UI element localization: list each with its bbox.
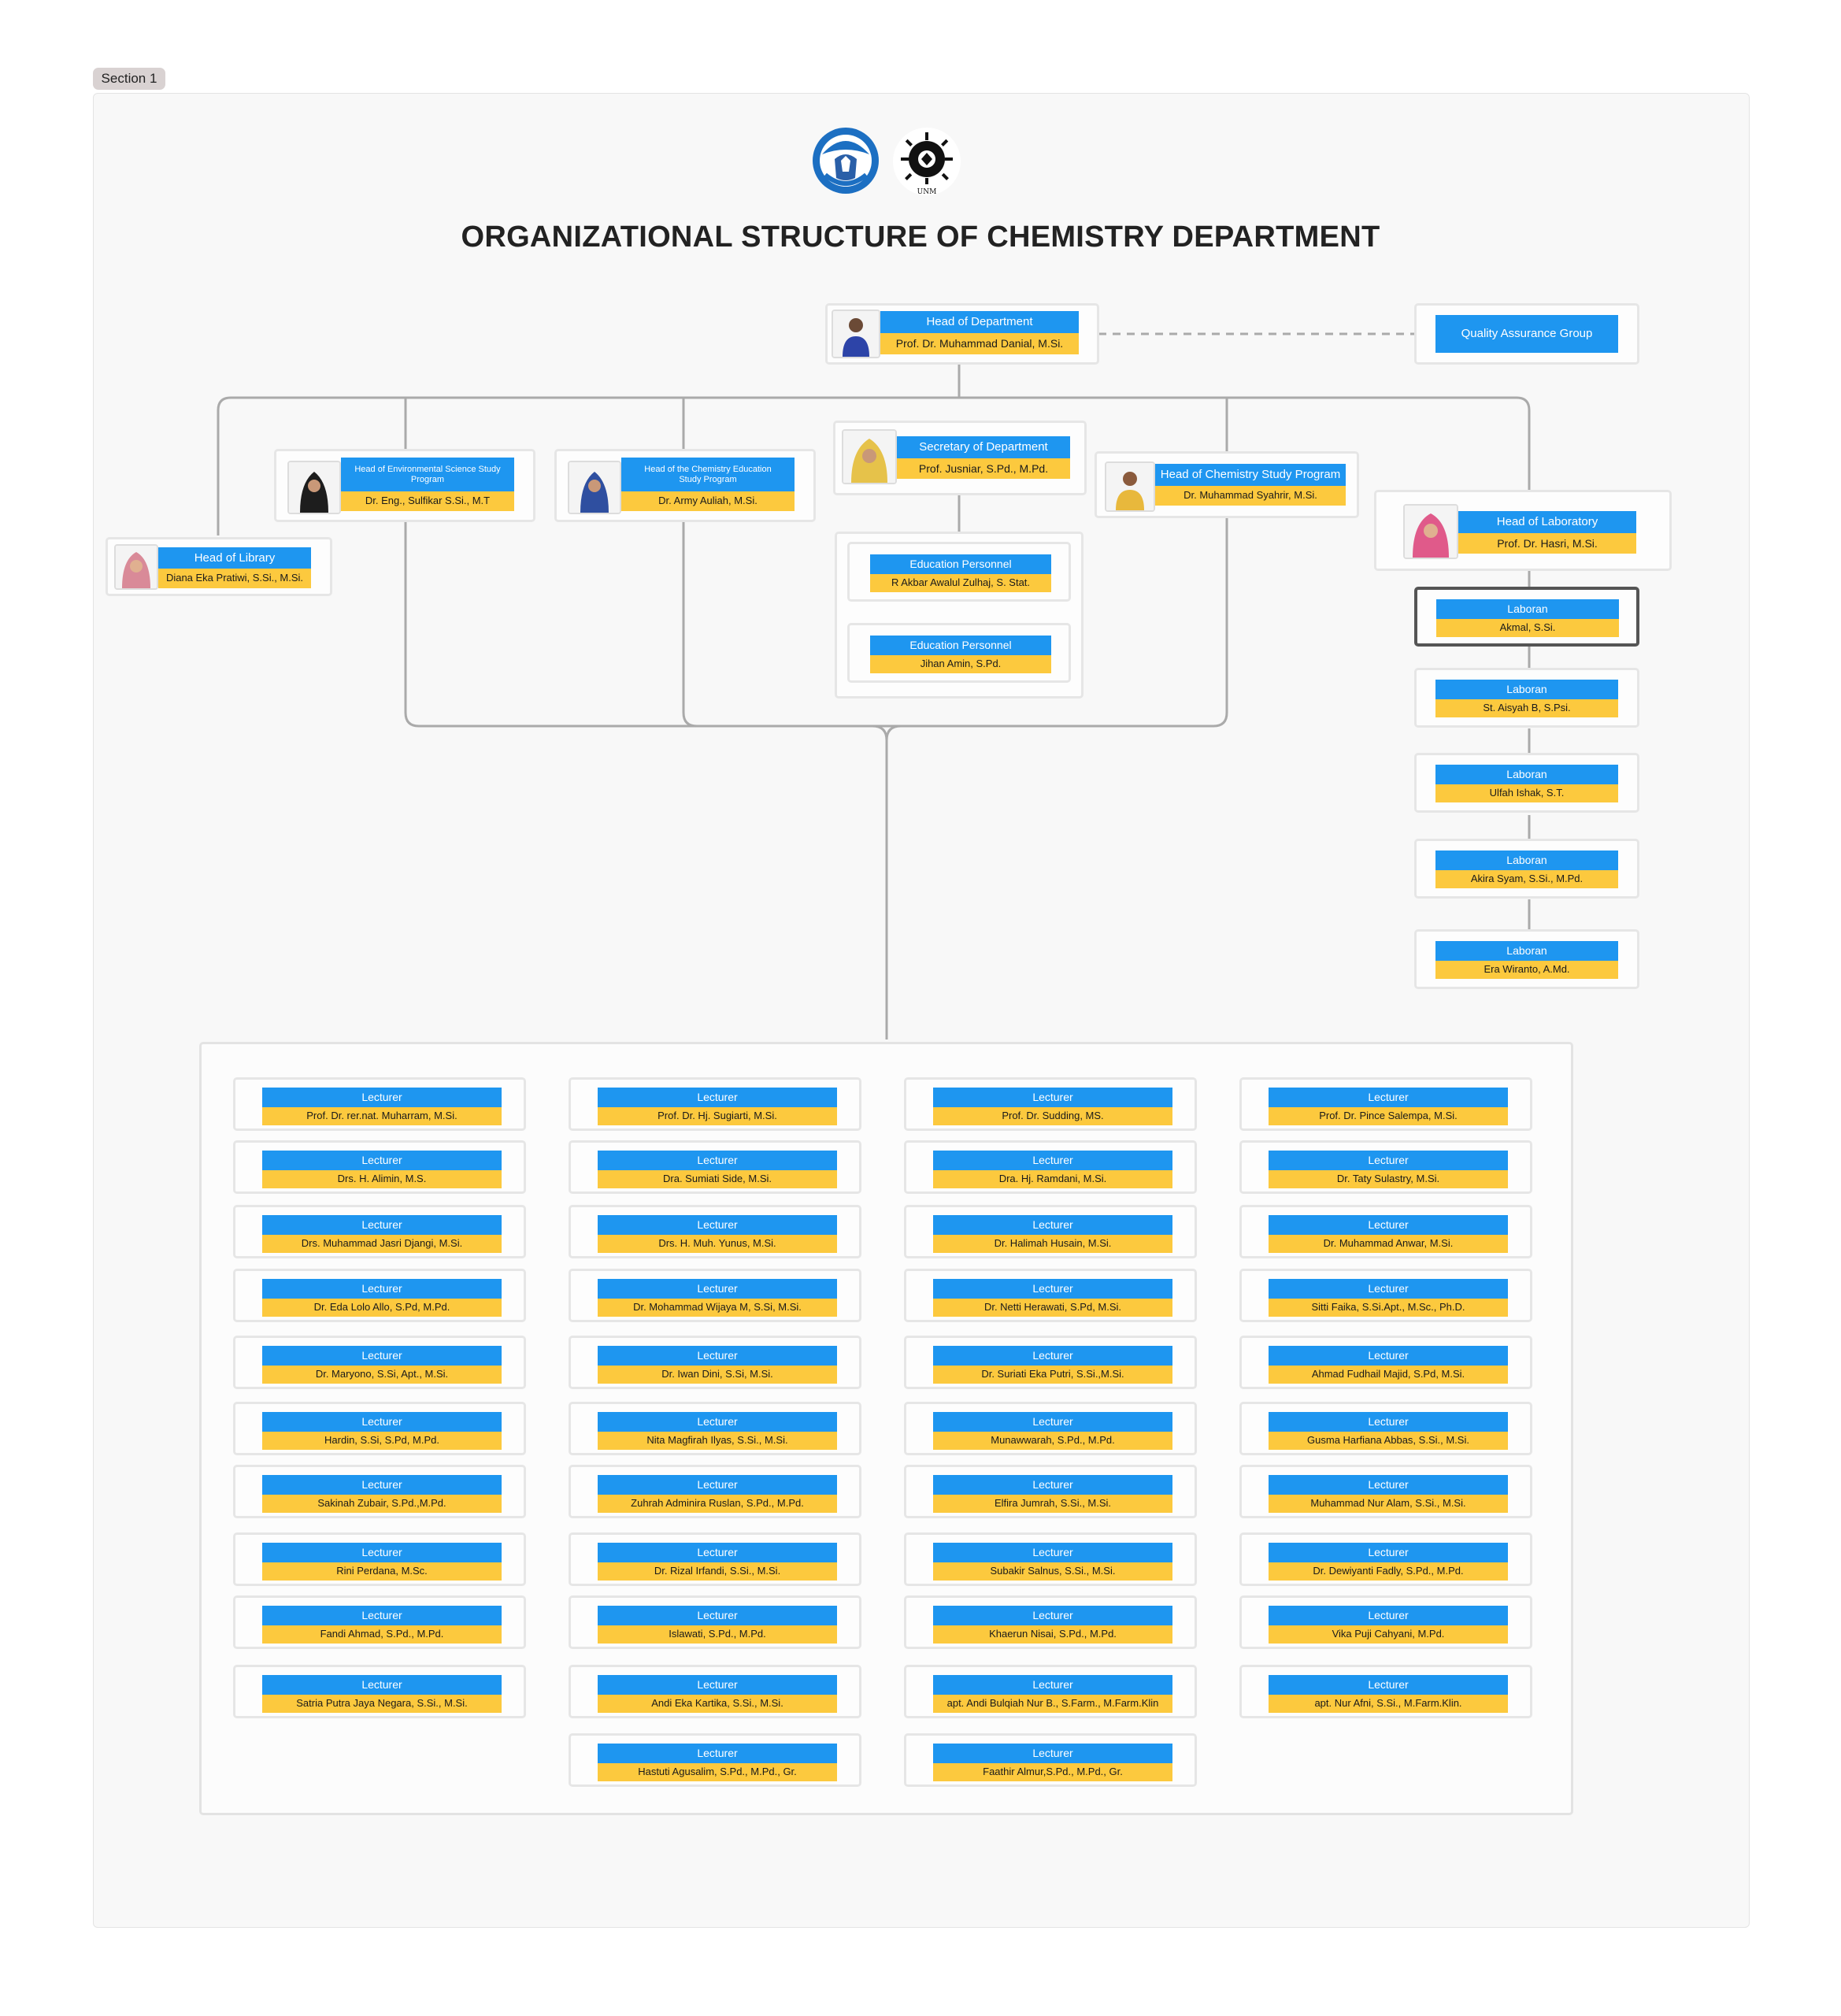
lecturer-card[interactable] xyxy=(569,1402,861,1455)
education-personnel-card-role: Education Personnel xyxy=(870,636,1051,655)
education-personnel-card-name: Jihan Amin, S.Pd. xyxy=(870,655,1051,673)
laboran-card-name: St. Aisyah B, S.Psi. xyxy=(1435,699,1618,717)
lecturer-card[interactable] xyxy=(569,1140,861,1194)
secretary-photo xyxy=(842,429,897,484)
lecturer-card-name: Satria Putra Jaya Negara, S.Si., M.Si. xyxy=(262,1695,502,1713)
lecturer-card-name: Vika Puji Cahyani, M.Pd. xyxy=(1269,1625,1508,1644)
lecturer-card-name: Dr. Taty Sulastry, M.Si. xyxy=(1269,1170,1508,1188)
lecturer-card[interactable] xyxy=(569,1077,861,1131)
education-personnel-card[interactable] xyxy=(847,542,1071,602)
lecturer-card-name: Dr. Suriati Eka Putri, S.Si.,M.Si. xyxy=(933,1366,1172,1384)
head-of-library-card[interactable] xyxy=(106,537,332,596)
lecturer-card[interactable] xyxy=(233,1665,526,1718)
lecturer-card-role: Lecturer xyxy=(598,1543,837,1562)
lecturer-card-role: Lecturer xyxy=(262,1215,502,1235)
lecturer-card-role: Lecturer xyxy=(933,1475,1172,1495)
lecturer-card[interactable] xyxy=(904,1733,1197,1787)
lecturer-card[interactable] xyxy=(569,1665,861,1718)
lecturer-card[interactable] xyxy=(233,1077,526,1131)
lecturer-card-name: Ahmad Fudhail Majid, S.Pd, M.Si. xyxy=(1269,1366,1508,1384)
lecturer-card-role: Lecturer xyxy=(262,1088,502,1107)
lecturer-card-role: Lecturer xyxy=(1269,1606,1508,1625)
lecturer-card-role: Lecturer xyxy=(598,1475,837,1495)
lecturer-card-role: Lecturer xyxy=(933,1215,1172,1235)
laboran-card[interactable] xyxy=(1414,929,1639,989)
lecturer-card-name: Fandi Ahmad, S.Pd., M.Pd. xyxy=(262,1625,502,1644)
laboran-card-role: Laboran xyxy=(1435,850,1618,870)
lecturer-card[interactable] xyxy=(1239,1595,1532,1649)
lecturer-card[interactable] xyxy=(904,1595,1197,1649)
lecturer-card[interactable] xyxy=(904,1140,1197,1194)
quality-assurance-label: Quality Assurance Group xyxy=(1435,315,1618,353)
lecturer-card[interactable] xyxy=(233,1269,526,1322)
lecturer-card[interactable] xyxy=(1239,1205,1532,1258)
lecturer-card-name: Faathir Almur,S.Pd., M.Pd., Gr. xyxy=(933,1763,1172,1781)
lecturer-card[interactable] xyxy=(233,1532,526,1586)
secretary-name: Prof. Jusniar, S.Pd., M.Pd. xyxy=(897,458,1070,479)
laboran-card-name: Ulfah Ishak, S.T. xyxy=(1435,784,1618,802)
lecturer-card-role: Lecturer xyxy=(262,1475,502,1495)
head-environmental-science-card[interactable] xyxy=(274,449,535,522)
quality-assurance-card[interactable] xyxy=(1414,303,1639,365)
lecturer-card[interactable] xyxy=(233,1402,526,1455)
lecturer-card-name: Dr. Eda Lolo Allo, S.Pd, M.Pd. xyxy=(262,1299,502,1317)
head-chemistry-study-program-card[interactable] xyxy=(1095,451,1359,518)
lecturer-card-role: Lecturer xyxy=(598,1675,837,1695)
lecturer-card[interactable] xyxy=(569,1205,861,1258)
connector-lecturers xyxy=(872,726,901,1040)
lecturer-card-name: Gusma Harfiana Abbas, S.Si., M.Si. xyxy=(1269,1432,1508,1450)
lecturer-card-name: Drs. Muhammad Jasri Djangi, M.Si. xyxy=(262,1235,502,1253)
education-personnel-card-role: Education Personnel xyxy=(870,554,1051,574)
lecturer-card-role: Lecturer xyxy=(598,1279,837,1299)
lecturer-card[interactable] xyxy=(233,1140,526,1194)
lecturer-card-name: Dra. Sumiati Side, M.Si. xyxy=(598,1170,837,1188)
lecturer-card-name: Sakinah Zubair, S.Pd.,M.Pd. xyxy=(262,1495,502,1513)
head-chemistry-study-program-role: Head of Chemistry Study Program xyxy=(1155,464,1346,486)
lecturer-card-name: Zuhrah Adminira Ruslan, S.Pd., M.Pd. xyxy=(598,1495,837,1513)
lecturer-card[interactable] xyxy=(233,1595,526,1649)
lecturer-card-role: Lecturer xyxy=(262,1346,502,1366)
lecturer-card[interactable] xyxy=(569,1733,861,1787)
lecturer-card-name: Dr. Halimah Husain, M.Si. xyxy=(933,1235,1172,1253)
lecturer-card-role: Lecturer xyxy=(933,1279,1172,1299)
head-of-laboratory-name: Prof. Dr. Hasri, M.Si. xyxy=(1458,533,1636,554)
lecturer-card-name: Prof. Dr. Pince Salempa, M.Si. xyxy=(1269,1107,1508,1125)
head-of-laboratory-photo xyxy=(1403,504,1458,559)
lecturer-card[interactable] xyxy=(904,1665,1197,1718)
lecturer-card-role: Lecturer xyxy=(1269,1675,1508,1695)
lecturer-card-role: Lecturer xyxy=(598,1744,837,1763)
head-of-library-photo xyxy=(114,544,158,590)
lecturer-card-name: Dr. Dewiyanti Fadly, S.Pd., M.Pd. xyxy=(1269,1562,1508,1581)
connector-chem-edu xyxy=(683,398,697,726)
laboran-card-name: Akmal, S.Si. xyxy=(1436,619,1619,637)
lecturer-card-name: Dra. Hj. Ramdani, M.Si. xyxy=(933,1170,1172,1188)
lecturer-card-role: Lecturer xyxy=(598,1088,837,1107)
lecturer-card-role: Lecturer xyxy=(933,1744,1172,1763)
lecturer-card-role: Lecturer xyxy=(1269,1346,1508,1366)
lecturer-card-role: Lecturer xyxy=(262,1279,502,1299)
lecturer-card-role: Lecturer xyxy=(598,1606,837,1625)
lecturer-card-name: Hardin, S.Si, S.Pd, M.Pd. xyxy=(262,1432,502,1450)
lecturer-card-role: Lecturer xyxy=(933,1675,1172,1695)
svg-text:UNM: UNM xyxy=(917,188,937,196)
laboran-card-name: Era Wiranto, A.Md. xyxy=(1435,961,1618,979)
lecturer-card-name: Islawati, S.Pd., M.Pd. xyxy=(598,1625,837,1644)
head-of-department-card[interactable] xyxy=(825,303,1099,365)
head-of-library-role: Head of Library xyxy=(158,547,311,569)
laboran-card-role: Laboran xyxy=(1436,599,1619,619)
lecturer-card-role: Lecturer xyxy=(933,1543,1172,1562)
lecturer-card[interactable] xyxy=(904,1269,1197,1322)
lecturer-card-role: Lecturer xyxy=(598,1215,837,1235)
lecturer-card-role: Lecturer xyxy=(262,1412,502,1432)
lecturer-card-role: Lecturer xyxy=(1269,1279,1508,1299)
lecturer-card-name: Andi Eka Kartika, S.Si., M.Si. xyxy=(598,1695,837,1713)
lecturer-card[interactable] xyxy=(1239,1336,1532,1389)
lecturer-card-name: Dr. Mohammad Wijaya M, S.Si, M.Si. xyxy=(598,1299,837,1317)
education-personnel-card[interactable] xyxy=(847,623,1071,683)
lecturer-card-role: Lecturer xyxy=(1269,1475,1508,1495)
lecturer-card-role: Lecturer xyxy=(1269,1543,1508,1562)
lecturer-card[interactable] xyxy=(233,1205,526,1258)
lecturer-card-name: Dr. Maryono, S.Si, Apt., M.Si. xyxy=(262,1366,502,1384)
lecturer-card[interactable] xyxy=(569,1336,861,1389)
lecturer-card[interactable] xyxy=(904,1532,1197,1586)
lecturer-card[interactable] xyxy=(1239,1402,1532,1455)
lecturer-card-name: Rini Perdana, M.Sc. xyxy=(262,1562,502,1581)
laboran-card-name: Akira Syam, S.Si., M.Pd. xyxy=(1435,870,1618,888)
lecturer-card-role: Lecturer xyxy=(598,1346,837,1366)
page-title: ORGANIZATIONAL STRUCTURE OF CHEMISTRY DEPARTMENT xyxy=(461,220,1380,254)
lecturer-card-role: Lecturer xyxy=(262,1675,502,1695)
lecturer-card[interactable] xyxy=(904,1336,1197,1389)
head-of-laboratory-card[interactable] xyxy=(1374,490,1672,571)
lecturer-card-name: Drs. H. Muh. Yunus, M.Si. xyxy=(598,1235,837,1253)
lecturer-card[interactable] xyxy=(569,1595,861,1649)
lecturer-card-name: Dr. Rizal Irfandi, S.Si., M.Si. xyxy=(598,1562,837,1581)
head-chemistry-study-program-name: Dr. Muhammad Syahrir, M.Si. xyxy=(1155,486,1346,506)
lecturer-card-name: Drs. H. Alimin, M.S. xyxy=(262,1170,502,1188)
lecturer-card-name: apt. Nur Afni, S.Si., M.Farm.Klin. xyxy=(1269,1695,1508,1713)
head-environmental-science-photo xyxy=(287,461,341,514)
lecturer-card-role: Lecturer xyxy=(598,1412,837,1432)
head-of-department-role: Head of Department xyxy=(880,311,1079,333)
secretary-role: Secretary of Department xyxy=(897,436,1070,458)
head-of-department-name: Prof. Dr. Muhammad Danial, M.Si. xyxy=(880,333,1079,354)
lecturer-card[interactable] xyxy=(233,1465,526,1518)
lecturer-card[interactable] xyxy=(904,1077,1197,1131)
lecturer-card-role: Lecturer xyxy=(933,1412,1172,1432)
lecturer-card-role: Lecturer xyxy=(598,1151,837,1170)
head-chemistry-study-program-photo xyxy=(1105,461,1155,512)
lecturer-card-name: Dr. Netti Herawati, S.Pd, M.Si. xyxy=(933,1299,1172,1317)
head-chemistry-education-role: Head of the Chemistry Education Study Program xyxy=(621,458,795,491)
head-chemistry-education-name: Dr. Army Auliah, M.Si. xyxy=(621,491,795,511)
lecturer-card[interactable] xyxy=(904,1402,1197,1455)
lecturer-card-name: Sitti Faika, S.Si.Apt., M.Sc., Ph.D. xyxy=(1269,1299,1508,1317)
lecturer-card-name: Prof. Dr. Sudding, MS. xyxy=(933,1107,1172,1125)
secretary-card[interactable] xyxy=(833,421,1087,495)
lecturer-card-role: Lecturer xyxy=(262,1151,502,1170)
lecturer-card[interactable] xyxy=(569,1269,861,1322)
lecturer-card-name: Muhammad Nur Alam, S.Si., M.Si. xyxy=(1269,1495,1508,1513)
lecturer-card-name: Dr. Iwan Dini, S.Si, M.Si. xyxy=(598,1366,837,1384)
laboran-card[interactable] xyxy=(1414,587,1639,647)
lecturer-card-role: Lecturer xyxy=(262,1606,502,1625)
head-of-department-photo xyxy=(832,309,880,358)
lecturer-card-name: Prof. Dr. rer.nat. Muharram, M.Si. xyxy=(262,1107,502,1125)
laboran-card[interactable] xyxy=(1414,839,1639,899)
lecturer-card[interactable] xyxy=(904,1205,1197,1258)
lecturer-card-name: Dr. Muhammad Anwar, M.Si. xyxy=(1269,1235,1508,1253)
lecturer-card[interactable] xyxy=(233,1336,526,1389)
lecturer-card-role: Lecturer xyxy=(933,1346,1172,1366)
lecturer-card[interactable] xyxy=(1239,1140,1532,1194)
lecturer-card-role: Lecturer xyxy=(1269,1215,1508,1235)
laboran-card-role: Laboran xyxy=(1435,765,1618,784)
laboran-card[interactable] xyxy=(1414,753,1639,813)
lecturer-card[interactable] xyxy=(1239,1077,1532,1131)
head-chemistry-education-card[interactable] xyxy=(554,449,816,522)
lecturer-card[interactable] xyxy=(1239,1465,1532,1518)
section-label[interactable]: Section 1 xyxy=(93,68,165,90)
lecturer-card[interactable] xyxy=(1239,1269,1532,1322)
lecturer-card-role: Lecturer xyxy=(1269,1412,1508,1432)
lecturer-card[interactable] xyxy=(904,1465,1197,1518)
lecturer-card[interactable] xyxy=(1239,1665,1532,1718)
lecturer-card-role: Lecturer xyxy=(1269,1151,1508,1170)
laboran-card-role: Laboran xyxy=(1435,680,1618,699)
lecturer-card-role: Lecturer xyxy=(933,1151,1172,1170)
connector-study-programs xyxy=(406,398,1227,726)
lecturer-card-name: apt. Andi Bulqiah Nur B., S.Farm., M.Farm.Klin xyxy=(933,1695,1172,1713)
lecturer-card-role: Lecturer xyxy=(262,1543,502,1562)
lecturer-card-name: Hastuti Agusalim, S.Pd., M.Pd., Gr. xyxy=(598,1763,837,1781)
lecturer-card[interactable] xyxy=(1239,1532,1532,1586)
lecturer-card-role: Lecturer xyxy=(933,1088,1172,1107)
head-of-library-name: Diana Eka Pratiwi, S.Si., M.Si. xyxy=(158,569,311,588)
lecturer-card-name: Elfira Jumrah, S.Si., M.Si. xyxy=(933,1495,1172,1513)
education-personnel-card-name: R Akbar Awalul Zulhaj, S. Stat. xyxy=(870,574,1051,592)
lecturer-card-name: Khaerun Nisai, S.Pd., M.Pd. xyxy=(933,1625,1172,1644)
lecturer-card-role: Lecturer xyxy=(1269,1088,1508,1107)
lecturer-card-role: Lecturer xyxy=(933,1606,1172,1625)
head-environmental-science-role: Head of Environmental Science Study Program xyxy=(341,458,514,491)
lecturer-card-name: Nita Magfirah Ilyas, S.Si., M.Si. xyxy=(598,1432,837,1450)
lecturer-card-name: Munawwarah, S.Pd., M.Pd. xyxy=(933,1432,1172,1450)
head-chemistry-education-photo xyxy=(568,461,621,514)
laboran-card-role: Laboran xyxy=(1435,941,1618,961)
head-of-laboratory-role: Head of Laboratory xyxy=(1458,511,1636,533)
lecturer-card[interactable] xyxy=(569,1532,861,1586)
lecturer-card-name: Prof. Dr. Hj. Sugiarti, M.Si. xyxy=(598,1107,837,1125)
head-environmental-science-name: Dr. Eng., Sulfikar S.Si., M.T xyxy=(341,491,514,511)
lecturer-card[interactable] xyxy=(569,1465,861,1518)
laboran-card[interactable] xyxy=(1414,668,1639,728)
lecturer-card-name: Subakir Salnus, S.Si., M.Si. xyxy=(933,1562,1172,1581)
